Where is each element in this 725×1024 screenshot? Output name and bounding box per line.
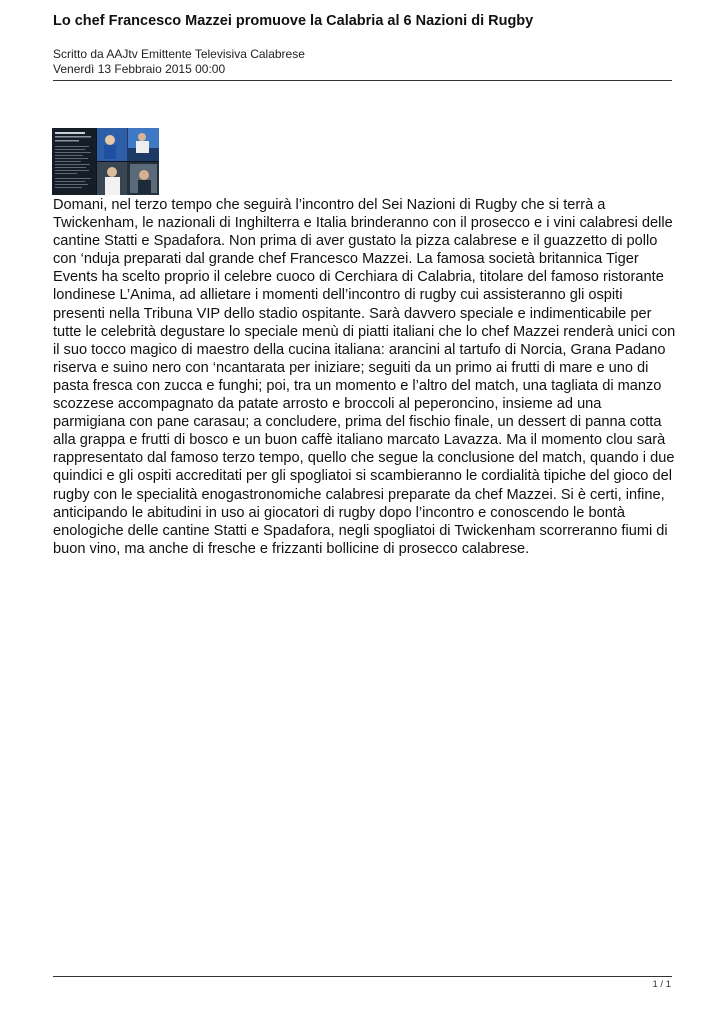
date-line: Venerdì 13 Febbraio 2015 00:00	[53, 62, 226, 76]
article-photo-icon	[52, 128, 159, 195]
footer-divider	[53, 976, 672, 977]
article-meta	[53, 47, 305, 77]
article-body: Domani, nel terzo tempo che seguirà l’incontro del Sei Nazioni di Rugby che si terrà a Twickenham, le nazionali di Inghilterra e Italia brinderanno con il prosecco e i vini calabresi delle cantine Statti e Spadafora. Non prima di aver gustato la pizza calabrese e il guazzetto di pollo con ‘nduja preparati dal grande chef Francesco Mazzei. La famosa società britannica Tiger Events ha scelto proprio il celebre cuoco di Cerchiara di Calabria, titolare del famoso ristorante londinese L’Anima, ad allietare i momenti dell’incontro di rugby cui assisteranno gli ospiti presenti nella Tribuna VIP dello stadio ospitante. Sarà davvero speciale e indimenticabile per tutte le celebrità degustare lo speciale menù di piatti italiani che lo chef Mazzei renderà unici con il suo tocco magico di maestro della cucina italiana: arancini al tartufo di Norcia, Grana Padano riserva e suino nero con ‘ncantarata per iniziare; seguiti da un primo ai frutti di mare e uno di pasta fresca con zucca e funghi; poi, tra un momento e l’altro del match, una tagliata di manzo scozzese accompagnato da patate arrosto e broccoli al peperoncino, insieme ad una parmigiana con pane carasau; a concludere, prima del fischio finale, un dessert di panna cotta alla grappa e frutti di bosco e un buon caffè italiano marcato Lavazza. Ma il momento clou sarà rappresentato dal famoso terzo tempo, quello che segue la conclusione del match, quando i due quindici e gli ospiti accreditati per gli spogliatoi si scambieranno le cordialità tipiche del gioco del rugby con le specialità enogastronomiche calabresi preparate da chef Mazzei. Si è certi, infine, anticipando le abitudini in uso ai giocatori di rugby dopo l’incontro e conoscendo le bontà enologiche delle cantine Statti e Spadafora, negli spogliatoi di Twickenham scorreranno fiumi di buon vino, ma anche di fresche e frizzanti bollicine di prosecco calabrese.	[53, 197, 676, 557]
header-divider	[53, 80, 672, 81]
page-indicator: 1 / 1	[652, 979, 671, 990]
article-title: Lo chef Francesco Mazzei promuove la Calabria al 6 Nazioni di Rugby	[53, 13, 534, 29]
author-line: Scritto da AAJtv Emittente Televisiva Calabrese	[53, 47, 305, 61]
article-photo	[52, 128, 159, 195]
